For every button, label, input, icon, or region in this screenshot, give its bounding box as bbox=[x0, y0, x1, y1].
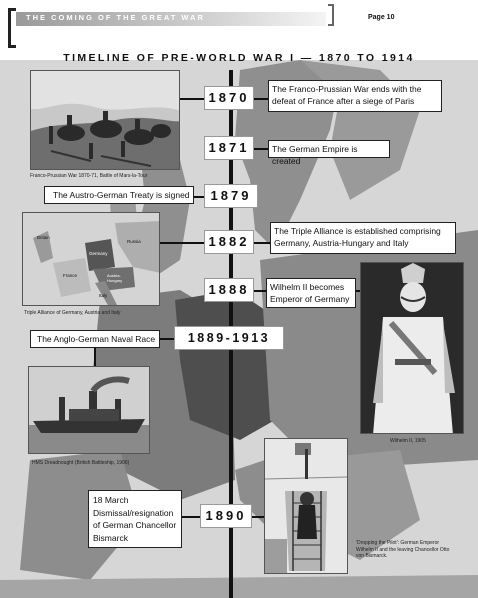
event-1890-date: 18 March bbox=[93, 495, 129, 505]
section-title: THE COMING OF THE GREAT WAR bbox=[26, 13, 205, 22]
cartoon-caption: 'Dropping the Pilot': German Emperor Wilhelm II and the leaving Chancellor Otto von Bismarck. bbox=[356, 540, 450, 559]
battle-painting-image bbox=[30, 70, 180, 170]
year-1871: 1871 bbox=[204, 136, 254, 160]
map-label-italy: Italy bbox=[99, 293, 108, 298]
header-bracket-right bbox=[328, 4, 334, 26]
year-1870: 1870 bbox=[204, 86, 254, 110]
page-title: TIMELINE OF PRE-WORLD WAR I — 1870 TO 1914 bbox=[63, 52, 415, 64]
map-label-russia: Russia bbox=[127, 239, 141, 244]
year-1888: 1888 bbox=[204, 278, 254, 302]
event-1888 bbox=[266, 278, 356, 308]
map-label-france: France bbox=[63, 273, 78, 278]
connector bbox=[182, 516, 200, 518]
battle-caption: Franco-Prussian War 1870-71, Battle of Mars-la-Tour bbox=[30, 173, 148, 179]
year-1879: 1879 bbox=[204, 184, 258, 208]
connector bbox=[254, 98, 268, 100]
event-1888-line1: Wilhelm II becomes bbox=[270, 282, 345, 292]
wilhelm-portrait-image bbox=[360, 262, 464, 434]
event-1882: The Triple Alliance is established comprising Germany, Austria-Hungary and Italy bbox=[270, 222, 456, 254]
map-label-britain: Britain bbox=[37, 235, 50, 240]
event-1890-line3: Bismarck bbox=[93, 532, 128, 543]
dreadnought-caption: HMS Dreadnought (British Battleship, 1906) bbox=[32, 460, 130, 466]
event-1871: The German Empire is created bbox=[268, 140, 390, 158]
event-1870: The Franco-Prussian War ends with the defeat of France after a siege of Paris bbox=[268, 80, 442, 112]
event-1879: The Austro-German Treaty is signed bbox=[44, 186, 194, 204]
event-1890-line1: Dismissal/resignation bbox=[93, 507, 174, 518]
wilhelm-caption: Wilhelm II, 1905 bbox=[390, 438, 426, 444]
connector bbox=[252, 516, 264, 518]
map-label-austria: Austria-Hungary bbox=[107, 273, 123, 283]
alliance-map-caption: Triple Alliance of Germany, Austria and Italy bbox=[24, 310, 121, 316]
year-1882: 1882 bbox=[204, 230, 254, 254]
page-number: Page 10 bbox=[368, 14, 395, 21]
connector bbox=[94, 346, 96, 366]
connector bbox=[254, 290, 266, 292]
event-1889-1913: The Anglo-German Naval Race bbox=[30, 330, 160, 348]
dreadnought-image bbox=[28, 366, 150, 454]
map-label-germany: Germany bbox=[89, 251, 108, 256]
year-1890: 1890 bbox=[200, 504, 252, 528]
event-1888-line2: Emperor of Germany bbox=[270, 294, 350, 304]
connector bbox=[254, 242, 270, 244]
dropping-the-pilot-cartoon-image bbox=[264, 438, 348, 574]
header-bracket-left bbox=[8, 8, 16, 48]
year-1889-1913: 1889-1913 bbox=[174, 326, 284, 350]
connector bbox=[254, 148, 268, 150]
event-1890 bbox=[88, 490, 182, 548]
connector bbox=[160, 338, 174, 340]
connector bbox=[180, 98, 204, 100]
connector bbox=[158, 242, 204, 244]
triple-alliance-map-image bbox=[22, 212, 160, 306]
event-1890-line2: of German Chancellor bbox=[93, 520, 177, 530]
